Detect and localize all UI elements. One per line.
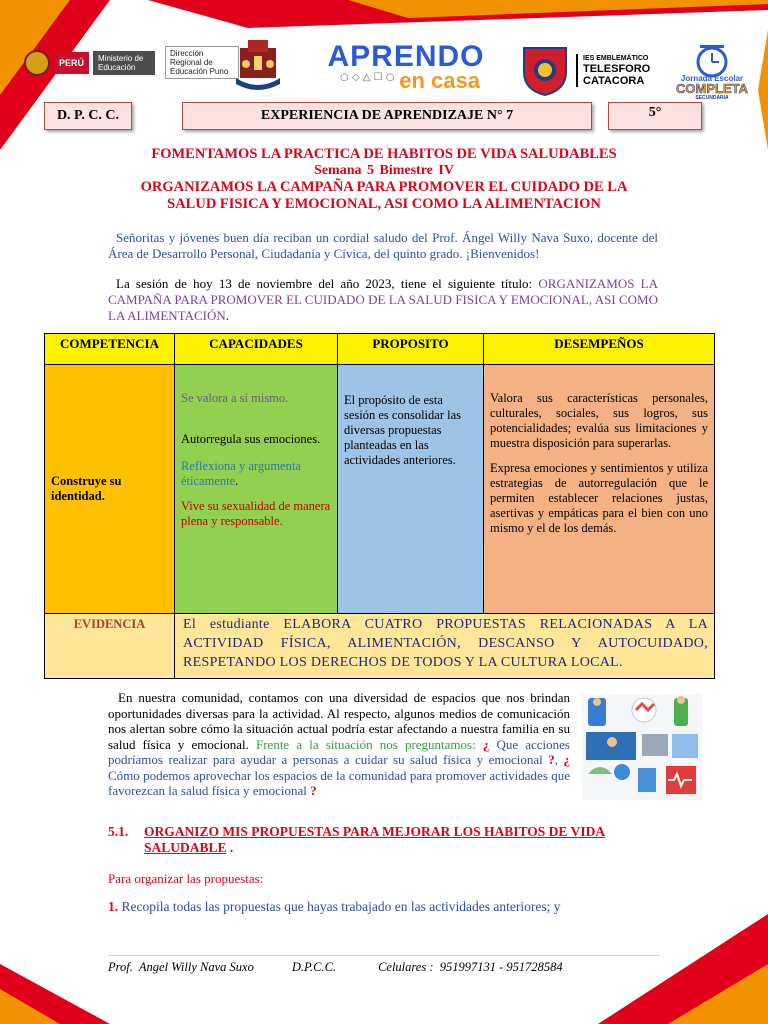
header-desempenos: DESEMPEÑOS [484, 334, 715, 365]
section-title-1: ORGANIZO MIS PROPUESTAS PARA MEJORAR LOS HABITOS DE VIDA [144, 824, 606, 839]
competencia-cell: Construye su identidad. [45, 365, 175, 614]
main-title: FOMENTAMOS LA PRACTICA DE HABITOS DE VIDA SALUDABLES [151, 146, 617, 162]
session-title-line2: SALUD FISICA Y EMOCIONAL, ASI COMO LA ALIMENTACION [167, 196, 601, 212]
table-header-row [45, 334, 715, 365]
header-proposito: PROPOSITO [338, 334, 484, 365]
capacidad-item: Autorregula sus emociones. [181, 432, 321, 446]
jornada-label: Jornada Escolar [680, 74, 744, 83]
question-mark: ¿ [563, 752, 571, 767]
minedu-logo [24, 46, 239, 79]
section-title-end: . [226, 840, 234, 855]
footer [108, 960, 668, 975]
completa-label: COMPLETA [676, 81, 748, 96]
proposito-cell: El propósito de esta sesión es consolidar las diversas propuestas planteadas en las actividades anteriores. [338, 365, 484, 614]
health-infographic-image [582, 694, 702, 800]
footer-cel: Celulares : 951997131 - 951728584 [378, 960, 563, 974]
session-intro: La sesión de hoy 13 de noviembre del año 2023, tiene el siguiente título: [116, 276, 539, 291]
footer-area: D.P.C.C. [291, 960, 337, 974]
context-paragraph [108, 690, 570, 799]
shapes-icon: ○ ◇ △ ☐ ○ [340, 72, 395, 83]
logo-row [0, 34, 768, 104]
bottom-left-decoration [0, 964, 110, 1024]
question-mark: ? [548, 752, 555, 767]
step-text: Recopila todas las propuestas que hayas trabajado en las actividades anteriores; y [118, 899, 561, 914]
aprendo-en-casa-logo [326, 40, 486, 93]
capacidades-cell [175, 365, 338, 614]
header-competencia: COMPETENCIA [45, 334, 175, 365]
footer-divider [108, 955, 660, 956]
ies-name-line1: TELESFORO [583, 63, 651, 75]
step-item [108, 899, 560, 915]
session-end: . [225, 308, 230, 323]
question-2: Cómo podemos aprovechar los espacios de la comunidad para promover actividades que favorezcan la salud física y emocional [108, 767, 570, 798]
capacidad-item [181, 459, 331, 489]
en-casa-label: en casa [399, 68, 480, 93]
capacidad-text: Reflexiona y argumenta éticamente [181, 459, 301, 488]
desempenos-cell [484, 365, 715, 614]
ies-shield-icon [522, 46, 568, 96]
section-line2 [108, 840, 668, 856]
section-heading [108, 824, 668, 856]
grado-box: 5° [608, 102, 702, 130]
evidencia-label: EVIDENCIA [45, 614, 175, 679]
organize-label: Para organizar las propuestas: [108, 871, 264, 886]
evidencia-text: El estudiante ELABORA CUATRO PROPUESTAS RELACIONADAS A LA ACTIVIDAD FÍSICA, ALIMENTACIÓN, DESCANSO Y AUTOCUIDADO, RESPETANDO LOS DERECHOS DE TODOS Y LA CULTURA LOCAL. [175, 614, 715, 679]
header-capacidades: CAPACIDADES [175, 334, 338, 365]
question-separator: , [554, 752, 564, 767]
ies-name-line2: CATACORA [583, 75, 645, 87]
question-mark: ¿ [482, 736, 490, 752]
competency-table [44, 333, 715, 679]
session-title [0, 179, 768, 213]
peru-coat-of-arms-icon [24, 50, 50, 76]
greeting-text: Señoritas y jóvenes buen día reciban un cordial saludo del Prof. Ángel Willy Nava Suxo, docente del Área de Desarrollo Personal, Ciudadanía y Cívica, del quinto grado. ¡Bienvenidos! [108, 230, 658, 261]
context-text: En nuestra comunidad, contamos con una diversidad de espacios que nos brindan oportunidades diversas para la actividad. Al respecto, algunos medios de comunicación nos alertan sobre cómo la situación actual podría estar afectando a nuestra familia en su salud física y emocional. [108, 690, 570, 752]
ies-small-label: IES EMBLEMÁTICO [583, 55, 649, 62]
week-subtitle: Semana 5 Bimestre IV [314, 163, 454, 178]
dre-label: Dirección Regional de Educación Puno [165, 46, 239, 79]
area-box: D. P. C. C. [44, 102, 132, 130]
capacidad-dot: . [235, 474, 239, 488]
section-number: 5.1. [108, 824, 129, 839]
step-number: 1. [108, 899, 119, 914]
experiencia-box: EXPERIENCIA DE APRENDIZAJE N° 7 [182, 102, 592, 130]
situation-text: Frente a la situación nos preguntamos: [255, 736, 483, 752]
peru-tag: PERÚ [54, 52, 89, 74]
desempeno-item: Expresa emociones y sentimientos y utiliza estrategias de autorregulación que le permiten establecer relaciones justas, asertivas y empáticas para el bien con uno mismo y el de los demás. [490, 461, 708, 535]
jornada-escolar-logo [670, 44, 754, 102]
session-highlight: ORGANIZAMOS LA CAMPAÑA PARA PROMOVER EL CUIDADO DE LA SALUD FISICA Y EMOCIONAL, ASI COMO LA ALIMENTACIÓN [108, 276, 658, 323]
secundaria-label: SECUNDARIA [695, 95, 729, 101]
aprendo-label: APRENDO [327, 40, 485, 73]
table-row [45, 365, 715, 614]
section-line1 [108, 824, 668, 840]
question-1: Que acciones podríamos realizar para ayudar a personas a cuidar su salud física y emocional [108, 736, 570, 767]
capacidad-item: Vive su sexualidad de manera plena y responsable. [181, 499, 331, 528]
session-title-line1: ORGANIZAMOS LA CAMPAÑA PARA PROMOVER EL CUIDADO DE LA [140, 179, 628, 195]
evidence-row [45, 614, 715, 679]
question-mark: ? [310, 783, 317, 798]
capacidad-item: Se valora a sí mismo. [181, 391, 289, 405]
footer-prof: Prof. Angel Willy Nava Suxo [108, 960, 254, 974]
desempeno-item: Valora sus características personales, culturales, sociales, sus logros, sus potencialidades; evalúa sus limitaciones y muestra disposición para superarlas. [490, 391, 708, 450]
school-crest-icon [232, 34, 284, 92]
section-title-2: SALUDABLE [144, 840, 227, 855]
ies-name [576, 54, 650, 87]
ministry-label: Ministerio de Educación [93, 51, 155, 75]
session-paragraph [108, 276, 658, 324]
